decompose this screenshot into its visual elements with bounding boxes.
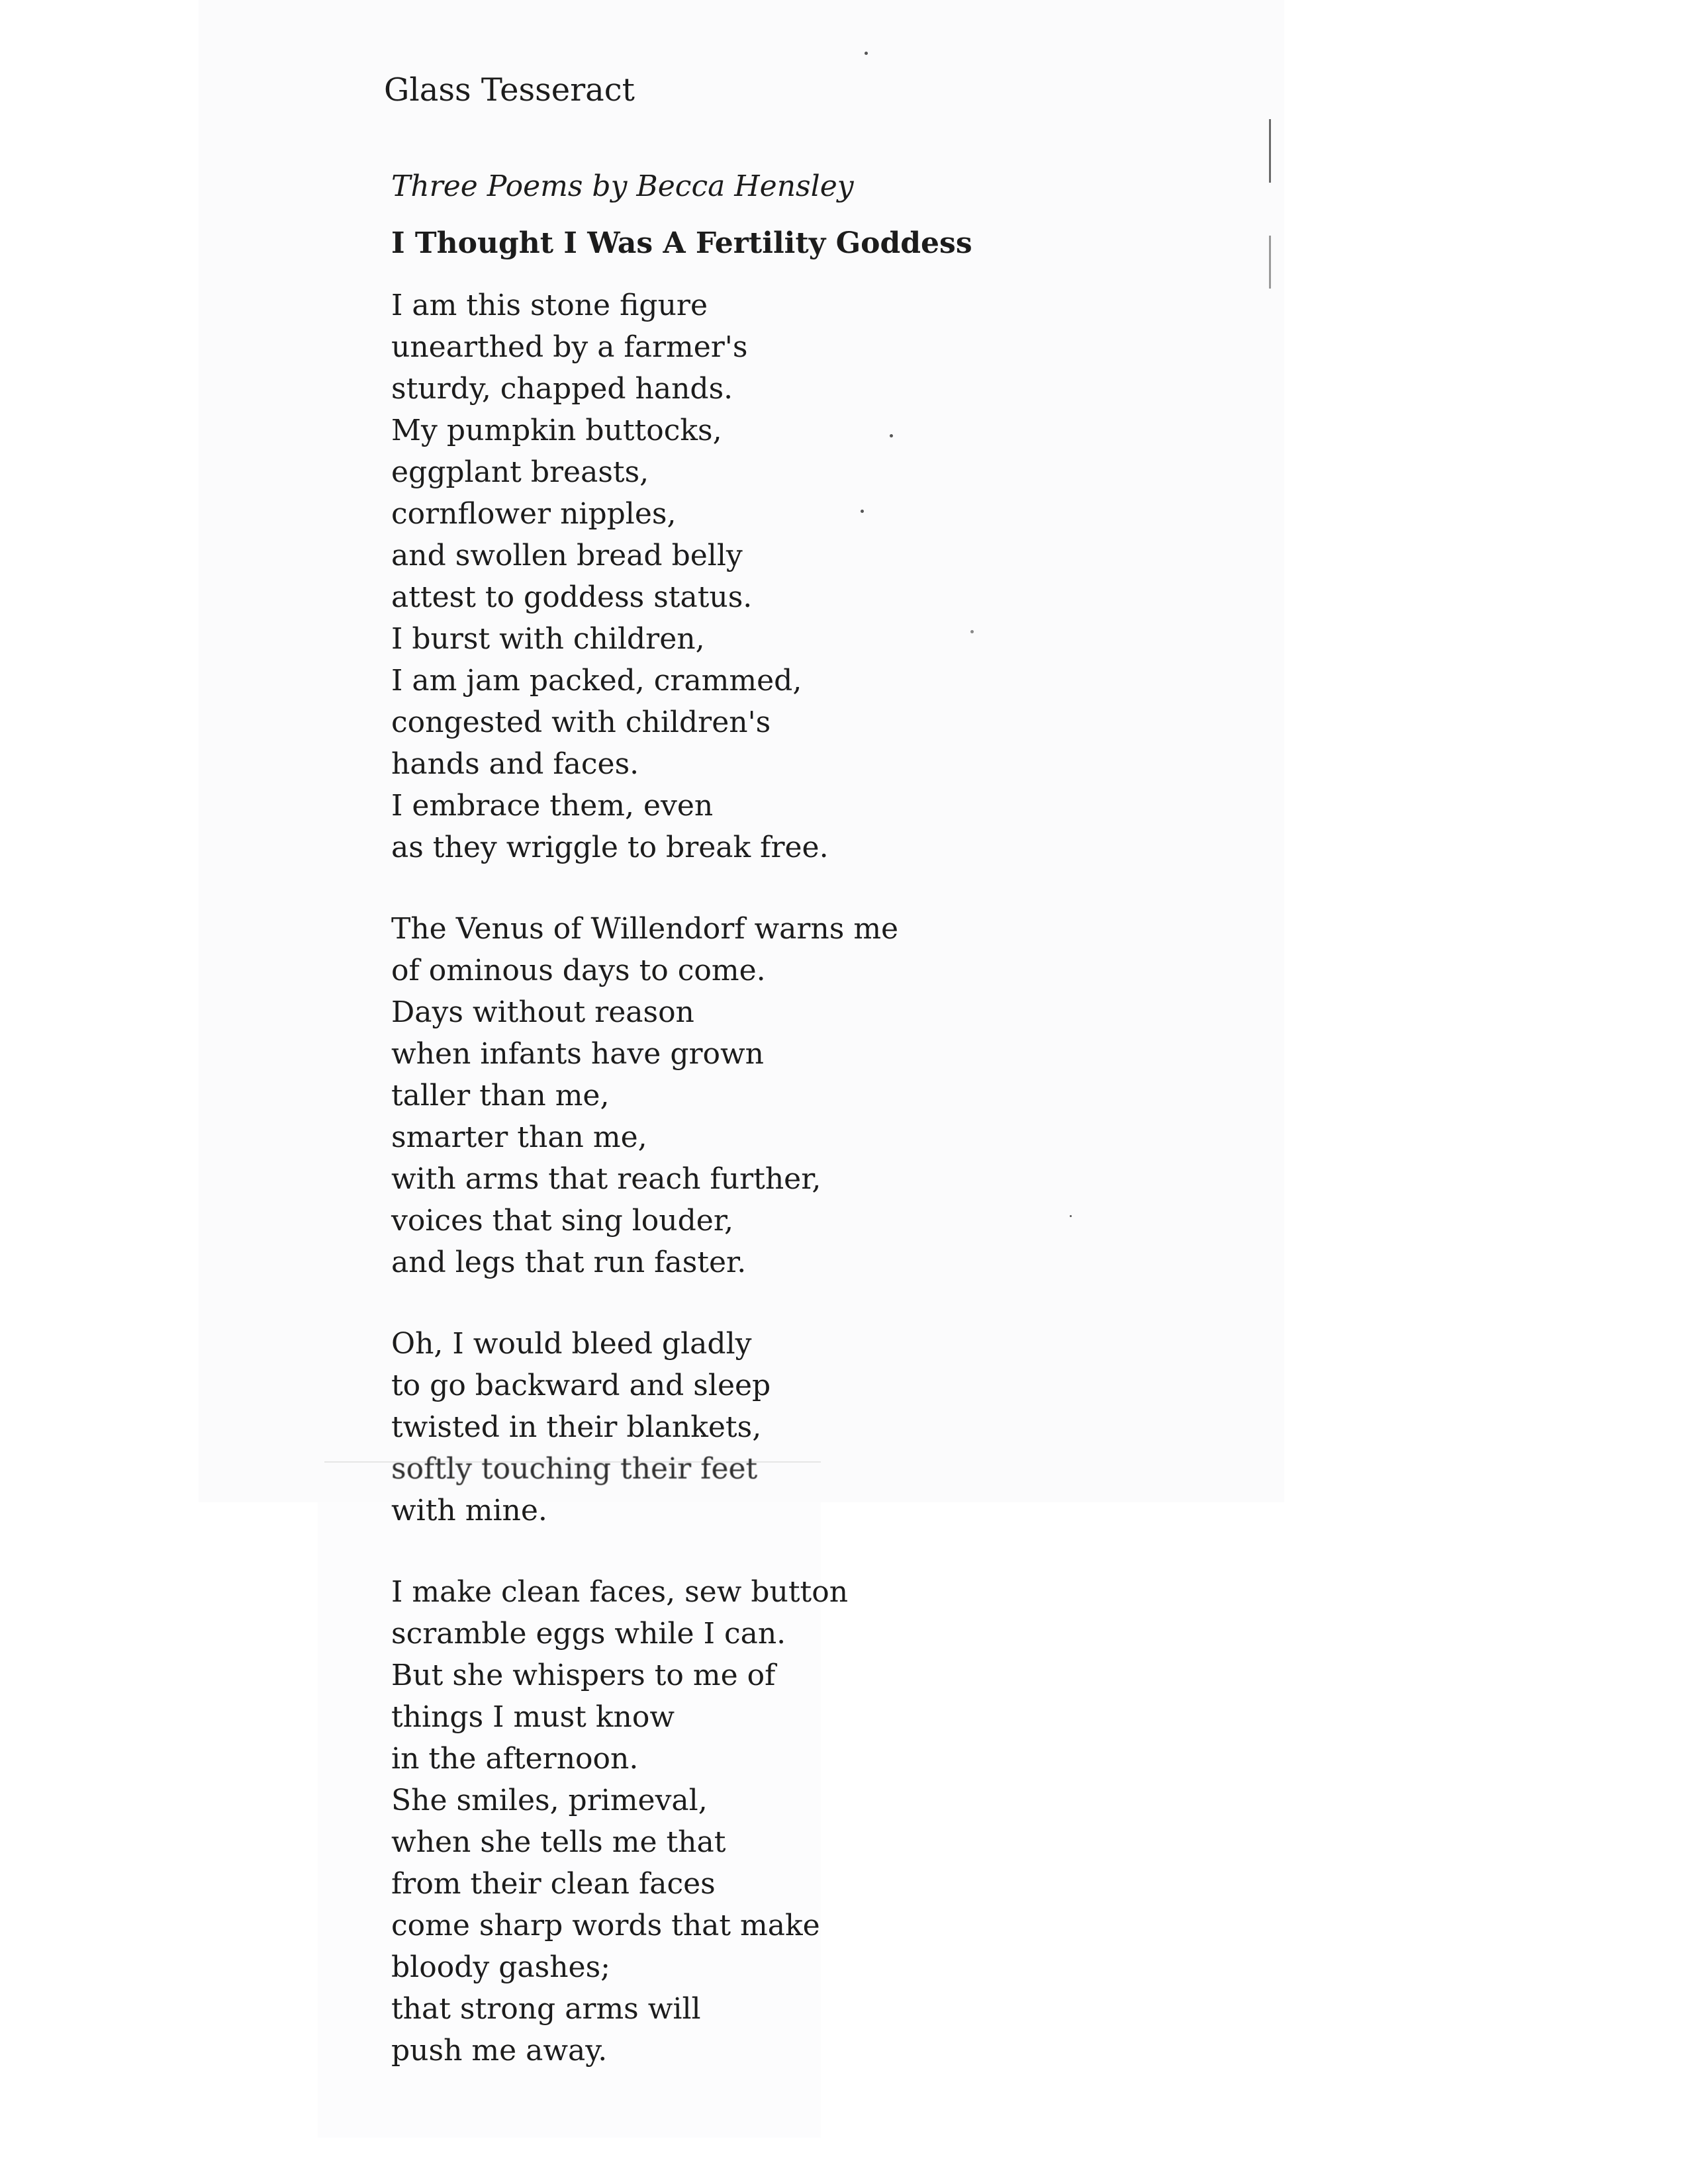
- stanza: [391, 908, 1053, 1283]
- stanza: [391, 285, 1053, 868]
- poem-line: with arms that reach further,: [391, 1162, 821, 1196]
- poem-line: when she tells me that: [391, 1825, 726, 1859]
- poem-line: The Venus of Willendorf warns me: [391, 912, 899, 946]
- poem-line: push me away.: [391, 2034, 608, 2068]
- poem-line: taller than me,: [391, 1079, 610, 1113]
- scan-speck: [1070, 1215, 1072, 1217]
- poem-line: I embrace them, even: [391, 789, 714, 823]
- poem-line: hands and faces.: [391, 747, 639, 781]
- poem-line: of ominous days to come.: [391, 954, 766, 987]
- poem-line: sturdy, chapped hands.: [391, 372, 733, 406]
- byline: Three Poems by Becca Hensley: [391, 169, 854, 203]
- poem-line: My pumpkin buttocks,: [391, 414, 722, 447]
- poem-line: unearthed by a farmer's: [391, 330, 748, 364]
- stanza-break: [391, 1283, 1053, 1323]
- poem-line: I burst with children,: [391, 622, 705, 656]
- poem-line: when infants have grown: [391, 1037, 765, 1071]
- poem-line: and legs that run faster.: [391, 1246, 747, 1279]
- scan-edge-mark: [1269, 119, 1271, 183]
- poem-line: Oh, I would bleed gladly: [391, 1327, 752, 1361]
- poem-line: cornflower nipples,: [391, 497, 677, 531]
- poem-line: attest to goddess status.: [391, 580, 753, 614]
- poem-line: I am jam packed, crammed,: [391, 664, 802, 698]
- poem-line: smarter than me,: [391, 1120, 647, 1154]
- poem-line: as they wriggle to break free.: [391, 831, 829, 864]
- poem-line: bloody gashes;: [391, 1950, 610, 1984]
- poem-line: But she whispers to me of: [391, 1659, 776, 1692]
- poem-line: I make clean faces, sew button: [391, 1575, 849, 1609]
- poem-line: in the afternoon.: [391, 1742, 639, 1776]
- poem-line: come sharp words that make: [391, 1909, 820, 1942]
- poem-line: with mine.: [391, 1494, 547, 1527]
- poem-line: I am this stone figure: [391, 289, 708, 322]
- poem-line: congested with children's: [391, 705, 771, 739]
- poem-line: voices that sing louder,: [391, 1204, 734, 1238]
- poem-line: and swollen bread belly: [391, 539, 743, 572]
- stanza-break: [391, 1531, 1053, 1571]
- poem-line: eggplant breasts,: [391, 455, 649, 489]
- stanza: [391, 1323, 1053, 1531]
- stanza: [391, 1571, 1053, 2071]
- poem-line: from their clean faces: [391, 1867, 716, 1901]
- poem-line: things I must know: [391, 1700, 675, 1734]
- poem-line: Days without reason: [391, 995, 694, 1029]
- page-header-title: Glass Tesseract: [384, 71, 635, 109]
- scan-edge-mark: [1269, 236, 1271, 289]
- poem-line: to go backward and sleep: [391, 1369, 771, 1402]
- poem-line: She smiles, primeval,: [391, 1784, 708, 1817]
- poem-line: scramble eggs while I can.: [391, 1617, 786, 1651]
- poem-line: twisted in their blankets,: [391, 1410, 762, 1444]
- poem-line: that strong arms will: [391, 1992, 701, 2026]
- poem-line: softly touching their feet: [391, 1452, 758, 1486]
- poem-title: I Thought I Was A Fertility Goddess: [391, 226, 972, 260]
- poem-body: [391, 285, 1053, 2071]
- stanza-break: [391, 868, 1053, 908]
- scan-speck: [865, 52, 868, 55]
